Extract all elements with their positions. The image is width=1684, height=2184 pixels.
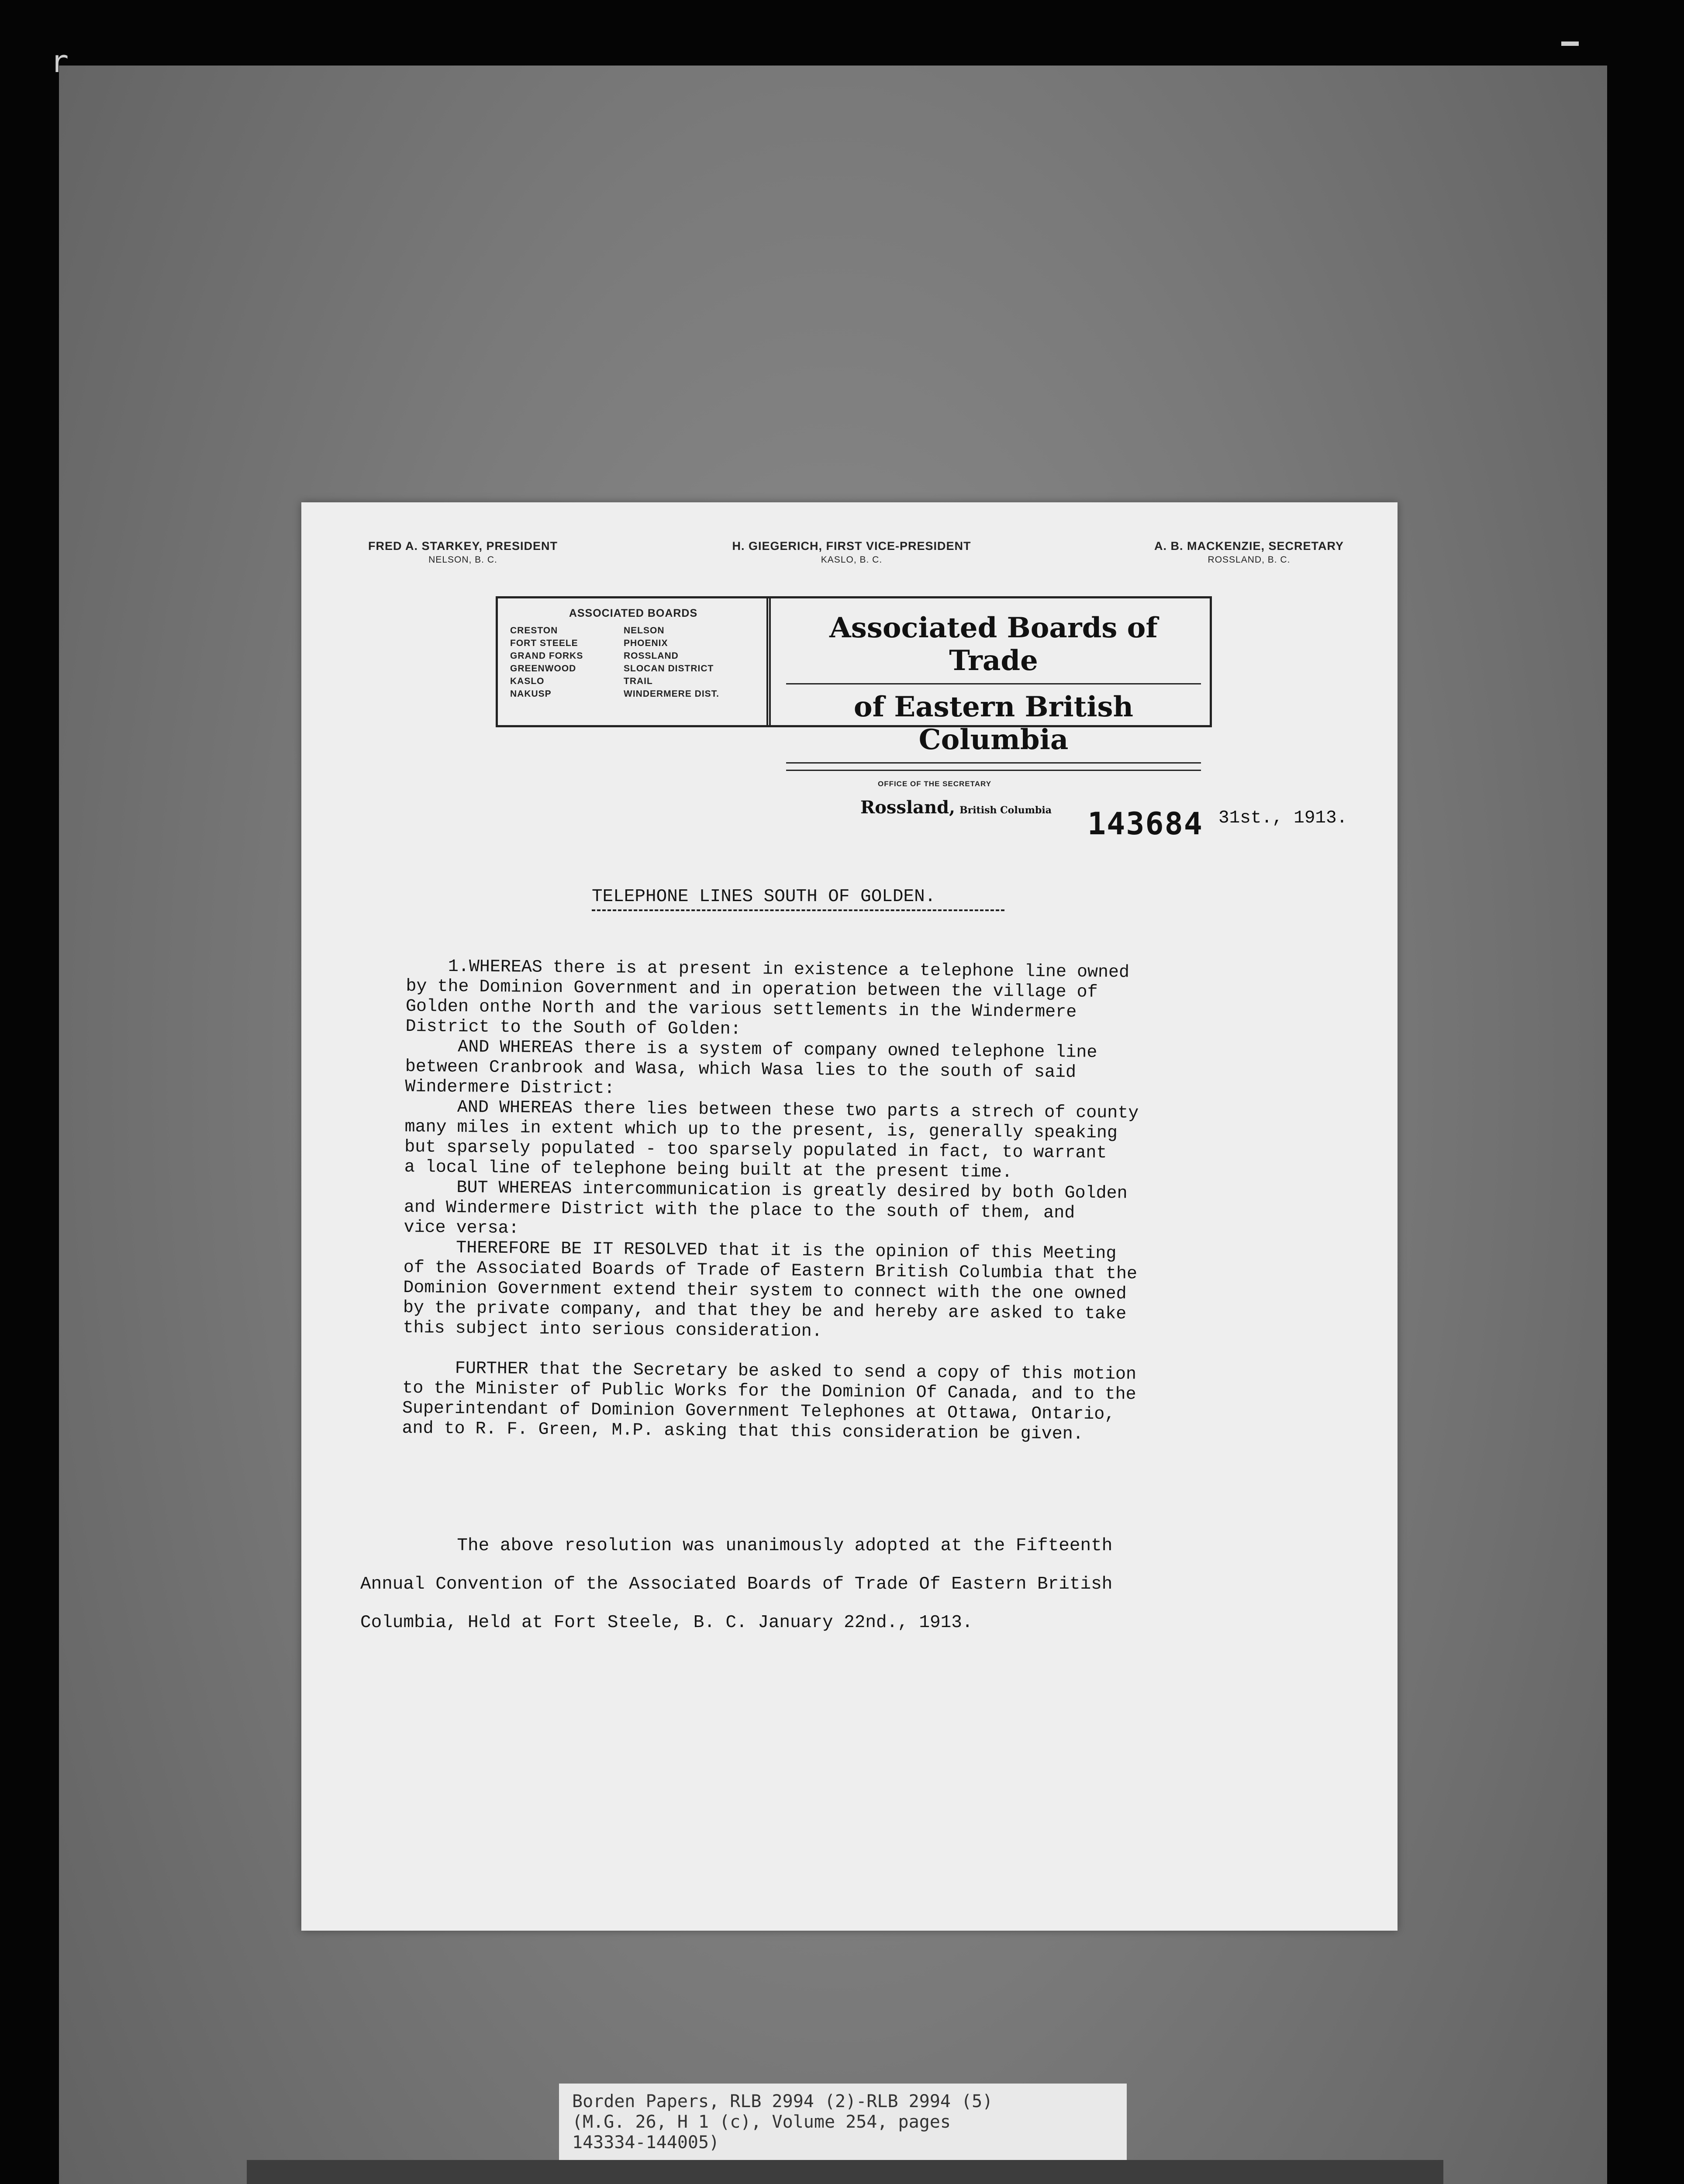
resolution-text: 1.WHEREAS there is at present in existence a telephone line owned by the Dominion Government and in operation between the village of Golden onthe North and the various settlements in the Windermere District to the South of Golden: AND WHEREAS there is a system of company owned telephone line between Cranbrook and Wasa, which Wasa lies to the south of said Windermere District: AND WHEREAS there lies between these two parts a strech of county many miles in extent which up to the present, is, generally speaking but sparsely populated - too sparsely populated in fact, to warrant a local line of telephone being built at the present time. BUT WHEREAS intercommunication is greatly desired by both Golden and Windermere District with the place to the south of them, and vice versa: THEREFORE BE IT RESOLVED that it is the opinion of this Meeting of the Associated Boards of Trade of Eastern British Columbia that the Dominion Government extend their system to connect with the one owned by the private company, and that they be and hereby are asked to take this subject into serious consideration. FURTHER that the Secretary be asked to send a copy of this motion to the Minister of Public Works for the Dominion Of Canada, and to the Superintendant of Dominion Government Telephones at Ottawa, Ontario, and to R. F. Green, M.P. asking that this consideration be given. bbox=[402, 957, 1139, 1444]
boards-title: ASSOCIATED BOARDS bbox=[569, 607, 698, 619]
officer-secretary: A. B. MACKENZIE, SECRETARY ROSSLAND, B. C. bbox=[1154, 539, 1344, 565]
corner-mark: r bbox=[50, 44, 69, 79]
organization-name: Associated Boards of Trade of Eastern British Columbia bbox=[786, 612, 1201, 771]
officer-president: FRED A. STARKEY, PRESIDENT NELSON, B. C. bbox=[368, 539, 558, 565]
letterhead-divider bbox=[766, 598, 771, 725]
letter-page bbox=[301, 502, 1398, 1931]
office-label: OFFICE OF THE SECRETARY bbox=[877, 780, 992, 788]
corner-mark-right bbox=[1561, 41, 1579, 46]
double-rule bbox=[786, 762, 1201, 771]
title-underline bbox=[592, 909, 1004, 911]
adoption-note: The above resolution was unanimously adopted at the Fifteenth Annual Convention of the Associated Boards of Trade Of Eastern British Columbia, Held at Fort Steele, B. C. January 22nd., 1913. bbox=[360, 1536, 1113, 1633]
letterhead-box bbox=[496, 596, 1212, 756]
reel-caption: Borden Papers, RLB 2994 (2)-RLB 2994 (5) (M.G. 26, H 1 (c), Volume 254, pages 143334-144005) bbox=[559, 2084, 1127, 2167]
card-holder bbox=[247, 2160, 1443, 2184]
letter-date: 31st., 1913. bbox=[1218, 808, 1348, 828]
letter-location: Rossland, British Columbia bbox=[860, 797, 1052, 818]
officer-vice-president: H. GIEGERICH, FIRST VICE-PRESIDENT KASLO, B. C. bbox=[732, 539, 971, 565]
page-number-stamp: 143684 bbox=[1087, 806, 1203, 842]
boards-column-2: NELSON PHOENIX ROSSLAND SLOCAN DISTRICT TRAIL WINDERMERE DIST. bbox=[624, 625, 720, 699]
associated-boards-list bbox=[507, 607, 760, 700]
boards-column-1: CRESTON FORT STEELE GRAND FORKS GREENWOOD KASLO NAKUSP bbox=[510, 625, 583, 699]
document-title: TELEPHONE LINES SOUTH OF GOLDEN. bbox=[592, 887, 936, 907]
